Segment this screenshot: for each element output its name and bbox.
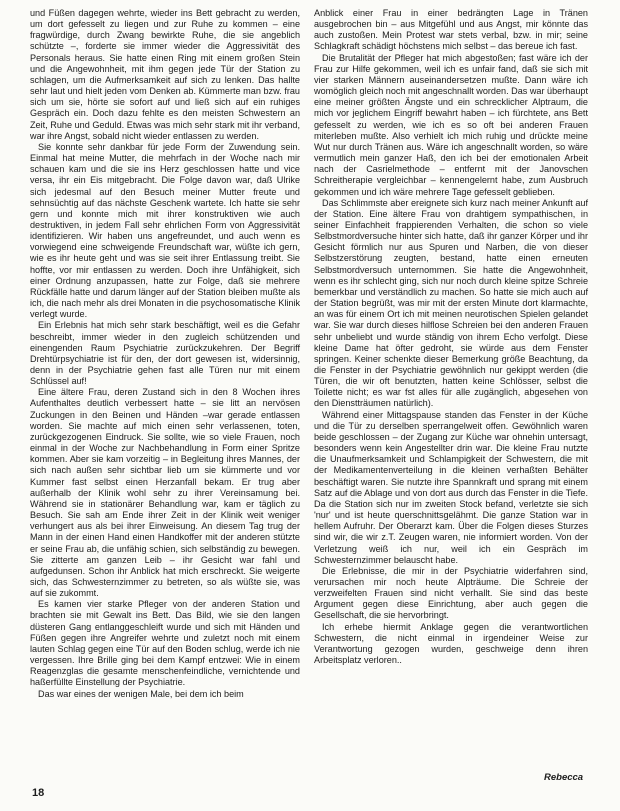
author-signature: Rebecca (544, 772, 584, 783)
paragraph: Die Erlebnisse, die mir in der Psychiatrie widerfahren sind, verursachen mir noch heute Alpträume. Die Schreie der verzweifelten Frauen sind nicht verhallt. Sie sind das beste Argument gegen diese Einrichtung, aber auch gegen die Gesellschaft, die sie hervorbringt. (314, 565, 588, 621)
right-text-column (314, 8, 588, 666)
paragraph: Während einer Mittagspause standen das Fenster in der Küche und die Tür zu derselben sperrangelweit offen. Gewöhnlich waren beide geschlossen – der Zugang zur Küche war ohnehin untersagt, besonders wenn kein Angestellter drin war. Die kleine Frau nutzte die Unaufmerksamkeit und Schlampigkeit der Schwestern, die mit der Medikamentenverteilung in die kleinen verhaßten Behälter beschäftigt waren. Sie nutzte ihre Spannkraft und sprang mit einem Satz auf die Ablage und von dort aus durch das Fenster in die Tiefe. Da die Station sich nur im zweiten Stock befand, verletzte sie sich 'nur' und ist heute querschnittsgelähmt. Die ganze Station war in hellem Aufruhr. Der Oberarzt kam. Über die Folgen dieses Sturzes sind wir, die wir z.T. Zeugen waren, nie informiert worden. Von der Verletzung weiß ich nur, weil ich ein Gespräch im Schwesternzimmer belauscht habe. (314, 409, 588, 565)
paragraph: Es kamen vier starke Pfleger von der anderen Station und brachten sie mit Gewalt ins Bett. Das Bild, wie sie den langen düsteren Gang entlanggeschleift wurde und sich mit Händen und Füßen gegen ihre Angreifer wehrte und zuletzt noch mit einem lauten Schlag gegen eine Tür auf den Boden schlug, werde ich nie vergessen. Ihre Brille ging bei dem Kampf entzwei: Wie in einem Reagenzglas die gesamte menschenfeindliche, vernichtende und haßerfüllte Einstellung der Psychiatrie. (30, 599, 300, 688)
paragraph: Eine ältere Frau, deren Zustand sich in den 8 Wochen ihres Aufenthaltes deutlich verbessert hatte – sie litt an nervösen Zuckungen in den Beinen und Händen –war gerade entlassen worden. Sie machte auf mich einen sehr verlassenen, toten, zurückgezogenen Eindruck. Sie sollte, wie so viele Frauen, noch einmal in der Woche zur Nachbehandlung in Form einer Spritze kommen. Aber sie kam vorzeitig – in Begleitung ihres Mannes, der sich nach außen sehr sichtbar lieb um sie kümmerte und vor Kummer fast selbst einen Herzanfall bekam. Er trug aber außerhalb der Klinik wohl sehr zu ihrer Vereinsamung bei. Während sie in stationärer Behandlung war, kam er täglich zu Besuch. Sie sah am Ende ihrer Zeit in der Klinik weit weniger verhungert aus als bei ihrer Einweisung. An diesem Tag trug der Mann in der einen Hand einen Handkoffer mit der anderen stützte er seine Frau ab, die unfähig schien, sich selbständig zu bewegen. Sie zitterte am ganzen Leib – ihr Gesicht war fahl und aufgedunsen. Schon ihr Anblick hat mich erschreckt. Sie weigerte sich, das Schwesternzimmer zu betreten, so als wüßte sie, was auf sie zukommt. (30, 387, 300, 599)
paragraph: Sie konnte sehr dankbar für jede Form der Zuwendung sein. Einmal hat meine Mutter, die mehrfach in der Woche nach mir schauen kam und die sie ins Herz geschlossen hatte und vice versa, ihr ein Eis mitgebracht. Die Folge davon war, daß Ulrike sich jedesmal auf den Besuch meiner Mutter freute und sehnsüchtig auf das nächste Geschenk wartete. Ich hatte sie sehr gern und konnte mich mit ihrer konstruktiven wie auch destruktiven, in jedem Fall sehr ehrlichen Form von Aggressivität identifizieren. Wir haben uns angefreundet, und auch wenn es vorwiegend eine schweigende Freundschaft war, wüßte ich gern, wie es ihr heute geht und was sie seit ihrer Entlassung treibt. Sie hoffte, vor mir entlassen zu werden. Doch ihre Unfähigkeit, sich einer Ordnung anzupassen, hatte zur Folge, daß sie mehrere Rückfälle hatte und darum länger auf der Station bleiben mußte als ich, die nach mehr als drei Monaten in die psychosomatische Klinik verlegt wurde. (30, 141, 300, 320)
paragraph: Ich erhebe hiermit Anklage gegen die verantwortlichen Schwestern, die nicht einmal in irgendeiner Weise zur Verantwortung gezogen wurden, geschweige denn ihren Arbeitsplatz verloren.. (314, 621, 588, 666)
paragraph: und Füßen dagegen wehrte, wieder ins Bett gebracht zu werden, um dort gefesselt zu liegen und zur Ruhe zu kommen – eine fragwürdige, durch Zwang bewirkte Ruhe, die sie angeblich schützte –, forderte sie immer wieder die Aggressivität des Personals heraus. Sie hatte einen Ring mit einem großen Stein und die Angewohnheit, mit ihm gegen jede Tür der Station zu schlagen, um die Aufmerksamkeit auf sich zu lenken. Das hallte sehr laut und hielt jeden vom Denken ab. Kümmerte man bzw. frau sich um sie, hörte sie sofort auf und ließ sich auf ein ruhiges Gespräch ein. Doch dazu fehlte es den meisten Schwestern an Zeit, Ruhe und Geduld. Etwas was mich sehr stark mit ihr verband, war ihre Angst, sobald nicht wieder entlassen zu werden. (30, 8, 300, 141)
paragraph: Ein Erlebnis hat mich sehr stark beschäftigt, weil es die Gefahr beschreibt, immer wieder in den zugleich schützenden und einengenden Raum Psychiatrie zurückzukehren. Der Begriff Drehtürpsychiatrie ist für den, der dort gewesen ist, widersinnig, denn in der Psychiatrie gehen fast alle Türen nur mit einem Schlüssel auf! (30, 320, 300, 387)
paragraph: Anblick einer Frau in einer bedrängten Lage in Tränen ausgebrochen bin – aus Mitgefühl und aus Angst, mir könnte das auch zustoßen. Mein Protest war stets verbal, bzw. in mir; seine Schlagkraft schädigt höchstens mich selbst – das bereue ich fast. (314, 8, 588, 52)
paragraph: Das Schlimmste aber ereignete sich kurz nach meiner Ankunft auf der Station. Eine ältere Frau von drahtigem sympathischen, in seiner Einfachheit frappierenden Verhalten, die schon so viele Selbstmordversuche hinter sich hatte, daß ihr ganzer Körper und ihr Gesicht förmlich nur aus Spuren und Narben, die von dieser Selbstzerstörung zeugten, bestand, hatte einen erneuten Selbstmordversuch unternommen. Sie hatte die Angewohnheit, wenn es ihr schlecht ging, sich nur noch durch kleine spitze Schreie bemerkbar und verständlich zu machen. So hatte sie mich auch auf der Station begrüßt, was mir mit der ersten Minute dort klarmachte, an was für einem Ort ich mit meinen neurotischen Spielen gelandet war. Sie war durch dieses hilflose Schreien bei den anderen Frauen sehr unbeliebt und wurde ständig von ihrem Echo verfolgt. Diese kleine Dame hat öfter gedroht, sie würde aus dem Fenster springen. Keiner schenkte dieser Bemerkung größe Beachtung, da die Fenster in der Psychiatrie gewöhnlich nur gekippt werden (die Türen, die wir oft benutzten, hatten keine Schlösser, selbst die Toilette nicht; es war fst alles für alle zugänglich, abgesehen von den Dienstträumen natürlich). (314, 197, 588, 409)
page-number: 18 (32, 787, 45, 799)
paragraph: Das war eines der wenigen Male, bei dem ich beim (38, 688, 244, 699)
left-text-column (30, 8, 300, 700)
paragraph: Die Brutalität der Pfleger hat mich abgestoßen; fast wäre ich der Frau zur Hilfe gekommen, weil ich es unfair fand, daß sie sich mit vier starken Männern auseinandersetzen mußte. Dann wäre ich womöglich gleich noch mit angeschnallt worden. Das war überhaupt eine meiner größten Ängste und ein schrecklicher Alptraum, die mich vor jeglichem Eingriff bewahrt haben – ich fürchtete, ans Bett gefesselt zu werden, wie ich es so oft bei anderen Frauen miterleben mußte. Also verhielt ich mich ruhig und drückte meine Wut nur durch Tränen aus. Wäre ich angeschnallt worden, so wäre vermutlich mein ganzer Haß, den ich bei der emotionalen Arbeit nach der Casrielmethode – entfernt mit der Janovschen Schreitherapie vergleichbar – kennengelernt habe, zum Ausbruch gekommen und ich wäre mehrere Tage gefesselt geblieben. (314, 52, 588, 197)
